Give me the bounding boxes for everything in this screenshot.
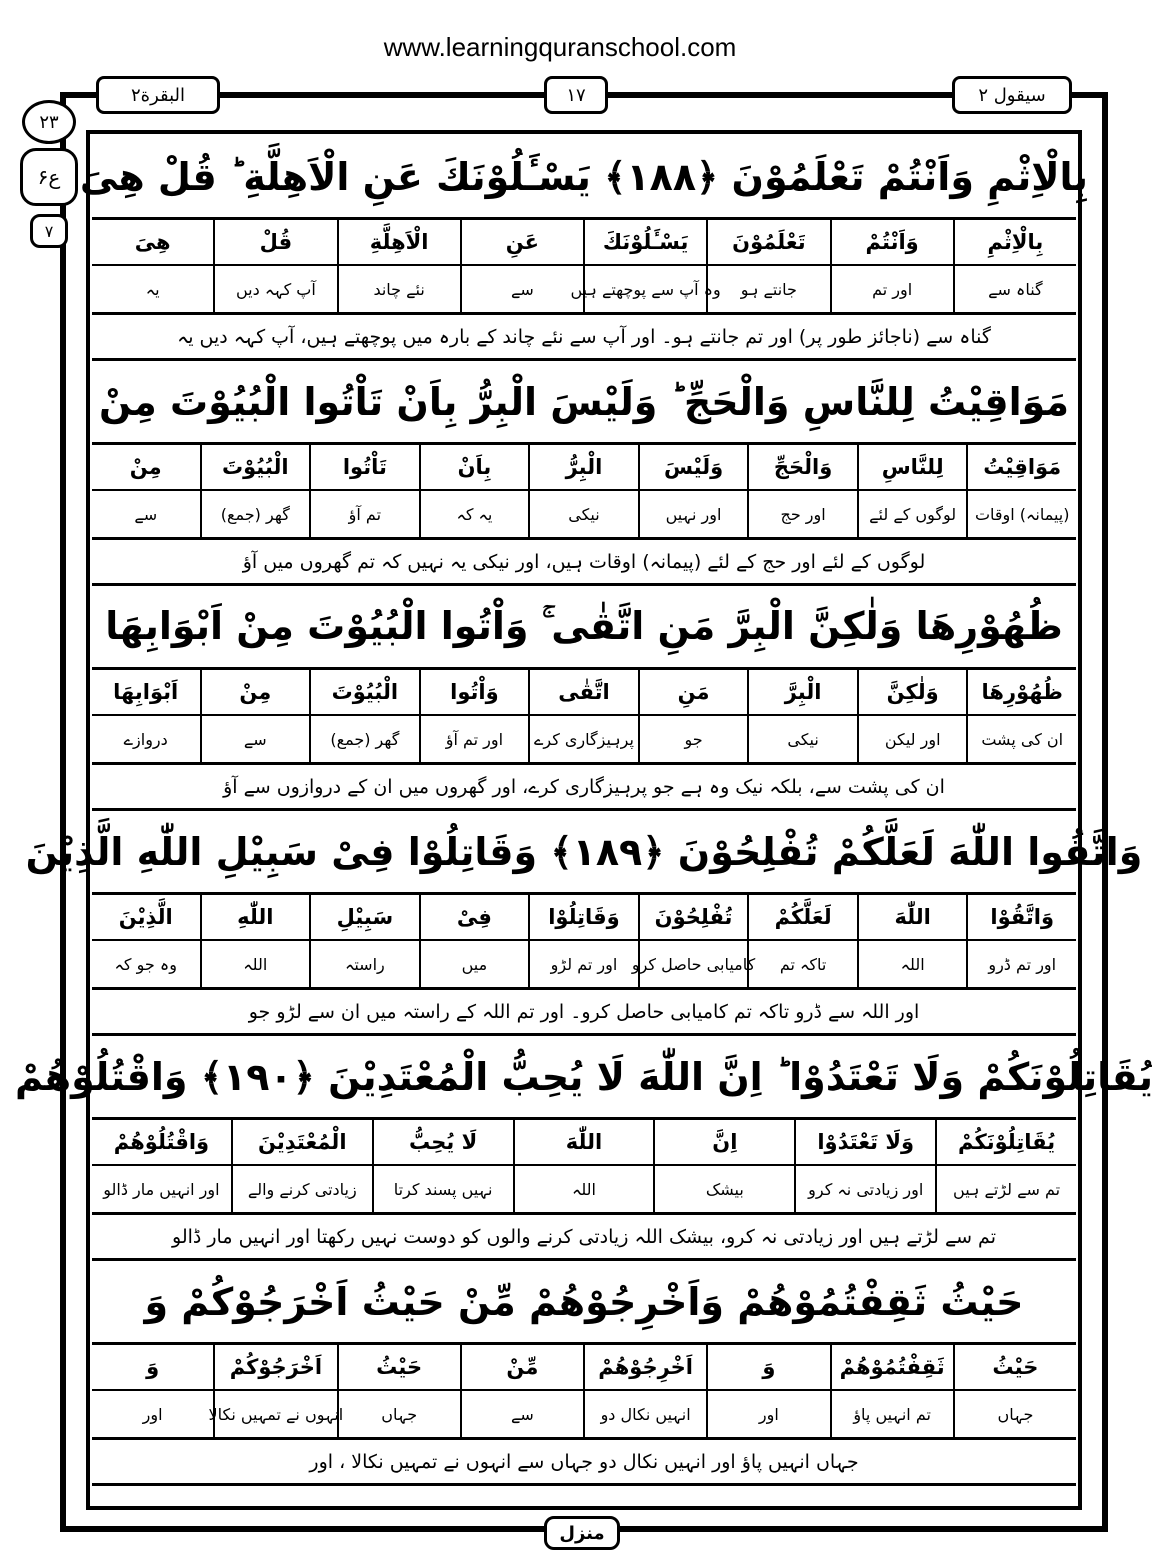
word-cell (794, 1120, 935, 1212)
urdu-meaning: اور (142, 1404, 163, 1424)
word-cell (513, 1120, 654, 1212)
word-cell (528, 445, 638, 537)
word-cell (92, 220, 213, 312)
word-cell (953, 220, 1076, 312)
word-cell (935, 1120, 1076, 1212)
word-cell (638, 670, 748, 762)
arabic-word: مِّنْ (462, 1345, 583, 1391)
arabic-word: مِنْ (202, 670, 310, 716)
word-cell (309, 670, 419, 762)
arabic-word: حَیْثُ (955, 1345, 1076, 1391)
verse-block (92, 1261, 1076, 1486)
urdu-meaning: اور تم (872, 279, 913, 299)
arabic-word: اتَّقٰی (530, 670, 638, 716)
urdu-meaning: راستہ (344, 954, 385, 974)
arabic-word: لِلنَّاسِ (859, 445, 967, 491)
urdu-meaning: تم آؤ (348, 504, 382, 524)
urdu-meaning: جہاں (381, 1404, 418, 1424)
urdu-meaning: اور تم لڑو (550, 954, 618, 974)
arabic-word: تَعْلَمُوْنَ (708, 220, 829, 266)
urdu-meaning: نیکی (787, 729, 819, 749)
urdu-meaning: سے (510, 279, 534, 299)
arabic-word: لَا یُحِبُّ (374, 1120, 513, 1166)
word-cell (92, 895, 200, 987)
word-cell (747, 445, 857, 537)
word-by-word-grid (92, 220, 1076, 315)
arabic-word: وَاقْتُلُوْهُمْ (92, 1120, 231, 1166)
page-number-badge: ۲۳ (22, 100, 76, 144)
word-cell (337, 1345, 460, 1437)
arabic-word: اللّٰهَ (859, 895, 967, 941)
arabic-word: الَّذِیْنَ (92, 895, 200, 941)
word-cell (200, 895, 310, 987)
word-by-word-grid (92, 670, 1076, 765)
urdu-meaning: تم انہیں پاؤ (853, 1404, 931, 1424)
arabic-verse-line: ظُهُوْرِهَا وَلٰكِنَّ الْبِرَّ مَنِ اتَّقٰی ۚ وَاْتُوا الْبُیُوْتَ مِنْ اَبْوَابِهَا (92, 586, 1076, 670)
word-cell (372, 1120, 513, 1212)
urdu-meaning: اور حج (780, 504, 826, 524)
urdu-meaning: سے (134, 504, 158, 524)
word-cell (953, 1345, 1076, 1437)
urdu-meaning: تاکہ تم (779, 954, 827, 974)
urdu-meaning: اور نہیں (665, 504, 722, 524)
site-url: www.learningquranschool.com (383, 32, 737, 62)
urdu-meaning: انہوں نے تمہیں نکالا (208, 1404, 344, 1424)
manzil-badge: منزل (544, 1516, 620, 1550)
word-cell (309, 895, 419, 987)
arabic-word: مَوَاقِیْتُ (968, 445, 1076, 491)
arabic-word: ثَقِفْتُمُوْهُمْ (832, 1345, 953, 1391)
urdu-meaning: تم سے لڑتے ہیں (953, 1179, 1061, 1199)
verse-block (25, 811, 1143, 1036)
word-cell (583, 1345, 706, 1437)
arabic-word: وَاَنْتُمْ (832, 220, 953, 266)
urdu-meaning: جہاں (997, 1404, 1034, 1424)
arabic-word: وَاتَّقُوْا (968, 895, 1076, 941)
arabic-word: یُقَاتِلُوْنَكُمْ (937, 1120, 1076, 1166)
urdu-meaning: گھر (جمع) (330, 729, 400, 749)
urdu-meaning: کامیابی حاصل کرو (631, 954, 756, 974)
word-cell (830, 220, 953, 312)
urdu-meaning: زیادتی کرنے والے (247, 1179, 357, 1199)
urdu-meaning: نئے چاند (373, 279, 425, 299)
arabic-word: قُلْ (215, 220, 336, 266)
urdu-meaning: نہیں پسند کرتا (393, 1179, 493, 1199)
urdu-meaning: دروازے (123, 729, 168, 749)
word-cell (419, 670, 529, 762)
ruku-badge: ع۶ (20, 148, 78, 206)
urdu-translation-line: ان کی پشت سے، بلکہ نیک وہ ہے جو پرہیزگاری کرے، اور گھروں میں ان کے دروازوں سے آؤ (92, 765, 1076, 811)
urdu-meaning: سے (243, 729, 267, 749)
urdu-meaning: اور زیادتی نہ کرو (808, 1179, 924, 1199)
urdu-meaning: انہیں نکال دو (600, 1404, 691, 1424)
verse-block (92, 361, 1076, 586)
arabic-word: وَلٰكِنَّ (859, 670, 967, 716)
word-cell (638, 445, 748, 537)
arabic-word: اِنَّ (655, 1120, 794, 1166)
urdu-meaning: جانتے ہو (740, 279, 797, 299)
arabic-word: وَقَاتِلُوْا (530, 895, 638, 941)
urdu-translation-line: اور اللہ سے ڈرو تاکہ تم کامیابی حاصل کرو۔ اور تم اللہ کے راستہ میں ان سے لڑو جو (92, 990, 1076, 1036)
arabic-word: بِالْاِثْمِ (955, 220, 1076, 266)
arabic-word: ظُهُوْرِهَا (968, 670, 1076, 716)
page-mark-label: ۱۷ (544, 76, 608, 114)
urdu-meaning: لوگوں کے لئے (869, 504, 957, 524)
urdu-meaning: اور تم آؤ (445, 729, 504, 749)
arabic-word: مِنْ (92, 445, 200, 491)
arabic-word: الْبُیُوْتَ (311, 670, 419, 716)
word-cell (631, 895, 756, 987)
urdu-meaning: اور تم ڈرو (988, 954, 1057, 974)
word-cell (92, 445, 200, 537)
word-cell (460, 220, 583, 312)
arabic-word: اللّٰهِ (202, 895, 310, 941)
arabic-verse-line: مَوَاقِیْتُ لِلنَّاسِ وَالْحَجِّ ؕ وَلَیْسَ الْبِرُّ بِاَنْ تَاْتُوا الْبُیُوْتَ مِنْ (92, 361, 1076, 445)
urdu-meaning: یہ (145, 279, 160, 299)
verse-block (79, 136, 1089, 361)
arabic-word: سَبِیْلِ (311, 895, 419, 941)
urdu-meaning: وہ جو کہ (114, 954, 177, 974)
arabic-word: اَخْرِجُوْهُمْ (585, 1345, 706, 1391)
arabic-verse-line: یُقَاتِلُوْنَكُمْ وَلَا تَعْتَدُوْا ؕ اِنَّ اللّٰهَ لَا یُحِبُّ الْمُعْتَدِیْنَ ﴿۱۹۰﴾ وَاقْتُلُوْهُمْ (92, 1036, 1076, 1120)
arabic-word: وَالْحَجِّ (749, 445, 857, 491)
arabic-word: الْبُیُوْتَ (202, 445, 310, 491)
word-cell (706, 220, 829, 312)
arabic-verse-line: بِالْاِثْمِ وَاَنْتُمْ تَعْلَمُوْنَ ﴿۱۸۸﴾ یَسْـَٔلُوْنَكَ عَنِ الْاَهِلَّةِ ؕ قُلْ هِیَ (92, 136, 1076, 220)
arabic-word: الْبِرُّ (530, 445, 638, 491)
word-cell (966, 445, 1076, 537)
arabic-word: اللّٰهَ (515, 1120, 654, 1166)
urdu-meaning: اللہ (572, 1179, 596, 1199)
urdu-meaning: اور (758, 1404, 779, 1424)
ruku-sub-badge: ۷ (30, 214, 68, 248)
word-cell (309, 445, 419, 537)
urdu-meaning: بیشک (705, 1179, 744, 1199)
word-cell (706, 1345, 829, 1437)
urdu-meaning: آپ کہہ دیں (235, 279, 316, 299)
word-cell (528, 895, 638, 987)
word-cell (830, 1345, 953, 1437)
word-cell (213, 220, 336, 312)
arabic-word: الْمُعْتَدِیْنَ (233, 1120, 372, 1166)
arabic-word: اَبْوَابِهَا (92, 670, 200, 716)
word-cell (966, 895, 1076, 987)
urdu-meaning: میں (461, 954, 488, 974)
word-by-word-grid (92, 445, 1076, 540)
urdu-meaning: (پیمانہ) اوقات (974, 504, 1070, 524)
urdu-meaning: ان کی پشت (981, 729, 1064, 749)
arabic-word: الْاَهِلَّةِ (339, 220, 460, 266)
arabic-word: تَاْتُوا (311, 445, 419, 491)
urdu-meaning: اور لیکن (884, 729, 941, 749)
urdu-meaning: اللہ (900, 954, 925, 974)
word-cell (966, 670, 1076, 762)
word-cell (747, 895, 857, 987)
urdu-meaning: یہ کہ (456, 504, 493, 524)
urdu-meaning: گھر (جمع) (220, 504, 290, 524)
word-cell (419, 445, 529, 537)
arabic-word: وَلَا تَعْتَدُوْا (796, 1120, 935, 1166)
word-cell (857, 670, 967, 762)
arabic-word: وَلَیْسَ (640, 445, 748, 491)
word-by-word-grid (92, 1345, 1076, 1440)
word-cell (419, 895, 529, 987)
word-cell (92, 1345, 213, 1437)
arabic-word: لَعَلَّكُمْ (749, 895, 857, 941)
verse-block (92, 586, 1076, 811)
arabic-verse-line: وَاتَّقُوا اللّٰهَ لَعَلَّكُمْ تُفْلِحُوْنَ ﴿۱۸۹﴾ وَقَاتِلُوْا فِیْ سَبِیْلِ اللّٰهِ الَّذِیْنَ (92, 811, 1076, 895)
word-cell (337, 220, 460, 312)
arabic-word: تُفْلِحُوْنَ (640, 895, 748, 941)
urdu-meaning: گناہ سے (988, 279, 1043, 299)
word-cell (653, 1120, 794, 1212)
urdu-translation-line: لوگوں کے لئے اور حج کے لئے (پیمانہ) اوقات ہیں، اور نیکی یہ نہیں کہ تم گھروں میں آؤ (92, 540, 1076, 586)
urdu-meaning: جو (684, 729, 703, 749)
arabic-word: اَخْرَجُوْكُمْ (215, 1345, 336, 1391)
urdu-meaning: اور انہیں مار ڈالو (103, 1179, 220, 1199)
word-cell (92, 1120, 231, 1212)
word-cell (857, 445, 967, 537)
urdu-meaning: وہ آپ سے پوچھتے ہیں (570, 279, 721, 299)
arabic-word: بِاَنْ (421, 445, 529, 491)
surah-name-label: البقرة۲ (96, 76, 220, 114)
arabic-word: وَ (708, 1345, 829, 1391)
word-cell (200, 670, 310, 762)
arabic-word: حَیْثُ (339, 1345, 460, 1391)
urdu-translation-line: تم سے لڑتے ہیں اور زیادتی نہ کرو، بیشک اللہ زیادتی کرنے والوں کو دوست نہیں رکھتا اور انہیں مار ڈالو (92, 1215, 1076, 1261)
word-cell (747, 670, 857, 762)
word-cell (200, 445, 310, 537)
arabic-word: هِیَ (92, 220, 213, 266)
para-name-label: سیقول ۲ (952, 76, 1072, 114)
word-cell (92, 670, 200, 762)
word-cell (857, 895, 967, 987)
word-cell (528, 670, 638, 762)
urdu-meaning: نیکی (568, 504, 600, 524)
arabic-word: یَسْـَٔلُوْنَكَ (585, 220, 706, 266)
urdu-meaning: اللہ (243, 954, 268, 974)
arabic-word: عَنِ (462, 220, 583, 266)
word-by-word-grid (92, 1120, 1076, 1215)
arabic-word: وَ (92, 1345, 213, 1391)
arabic-word: الْبِرَّ (749, 670, 857, 716)
word-cell (570, 220, 721, 312)
arabic-word: فِیْ (421, 895, 529, 941)
verse-block (15, 1036, 1153, 1261)
arabic-word: وَاْتُوا (421, 670, 529, 716)
urdu-translation-line: گناہ سے (ناجائز طور پر) اور تم جانتے ہو۔ اور آپ سے نئے چاند کے بارہ میں پوچھتے ہیں، آپ کہہ دیں یہ (92, 315, 1076, 361)
word-cell (208, 1345, 344, 1437)
word-cell (460, 1345, 583, 1437)
urdu-translation-line: جہاں انہیں پاؤ اور انہیں نکال دو جہاں سے انہوں نے تمہیں نکالا ، اور (92, 1440, 1076, 1486)
word-cell (231, 1120, 372, 1212)
urdu-meaning: پرہیزگاری کرے (533, 729, 634, 749)
arabic-word: مَنِ (640, 670, 748, 716)
word-by-word-grid (92, 895, 1076, 990)
arabic-verse-line: حَیْثُ ثَقِفْتُمُوْهُمْ وَاَخْرِجُوْهُمْ مِّنْ حَیْثُ اَخْرَجُوْكُمْ وَ (92, 1261, 1076, 1345)
urdu-meaning: سے (510, 1404, 534, 1424)
